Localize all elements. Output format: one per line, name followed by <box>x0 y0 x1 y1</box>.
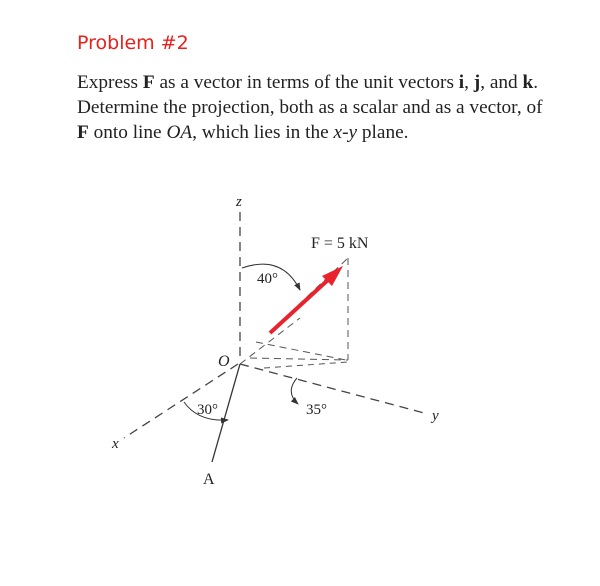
angle-label-30: 30° <box>197 402 218 418</box>
base-projection-line <box>250 358 348 360</box>
base-projection-line <box>264 362 348 368</box>
x-axis-label: x <box>112 436 119 452</box>
plane-xy: x-y <box>333 122 358 143</box>
angle-label-40: 40° <box>257 271 278 287</box>
unit-vector-k: k <box>522 72 534 93</box>
text-run: Express <box>77 72 143 93</box>
angle-label-35: 35° <box>306 402 327 418</box>
text-run: . Determine the projection, both as a scalar and as a vector, of <box>77 72 543 118</box>
vector-F: F <box>142 72 155 93</box>
x-axis <box>124 364 238 438</box>
text-run: onto line <box>88 122 167 143</box>
vector-F: F <box>77 122 89 143</box>
line-OA: OA <box>166 122 193 143</box>
text-run: plane. <box>357 122 409 143</box>
force-vector <box>270 279 329 333</box>
origin-label: O <box>218 353 230 370</box>
problem-title: Problem #2 <box>77 32 189 54</box>
base-projection-line <box>256 342 346 360</box>
point-a-label: A <box>203 471 215 488</box>
force-extension-line <box>240 318 300 364</box>
text-run: , and <box>480 72 523 93</box>
y-axis-label: y <box>432 408 439 424</box>
text-run: as a vector in terms of the unit vectors <box>154 72 459 93</box>
y-axis <box>240 364 428 414</box>
force-label: F = 5 kN <box>311 235 369 252</box>
text-run: , <box>464 72 474 93</box>
z-axis-label: z <box>236 194 242 210</box>
unit-vector-i: i <box>458 72 465 93</box>
unit-vector-j: j <box>473 72 481 93</box>
text-run: , which lies in the <box>192 122 334 143</box>
angle-arc-35 <box>291 378 298 404</box>
